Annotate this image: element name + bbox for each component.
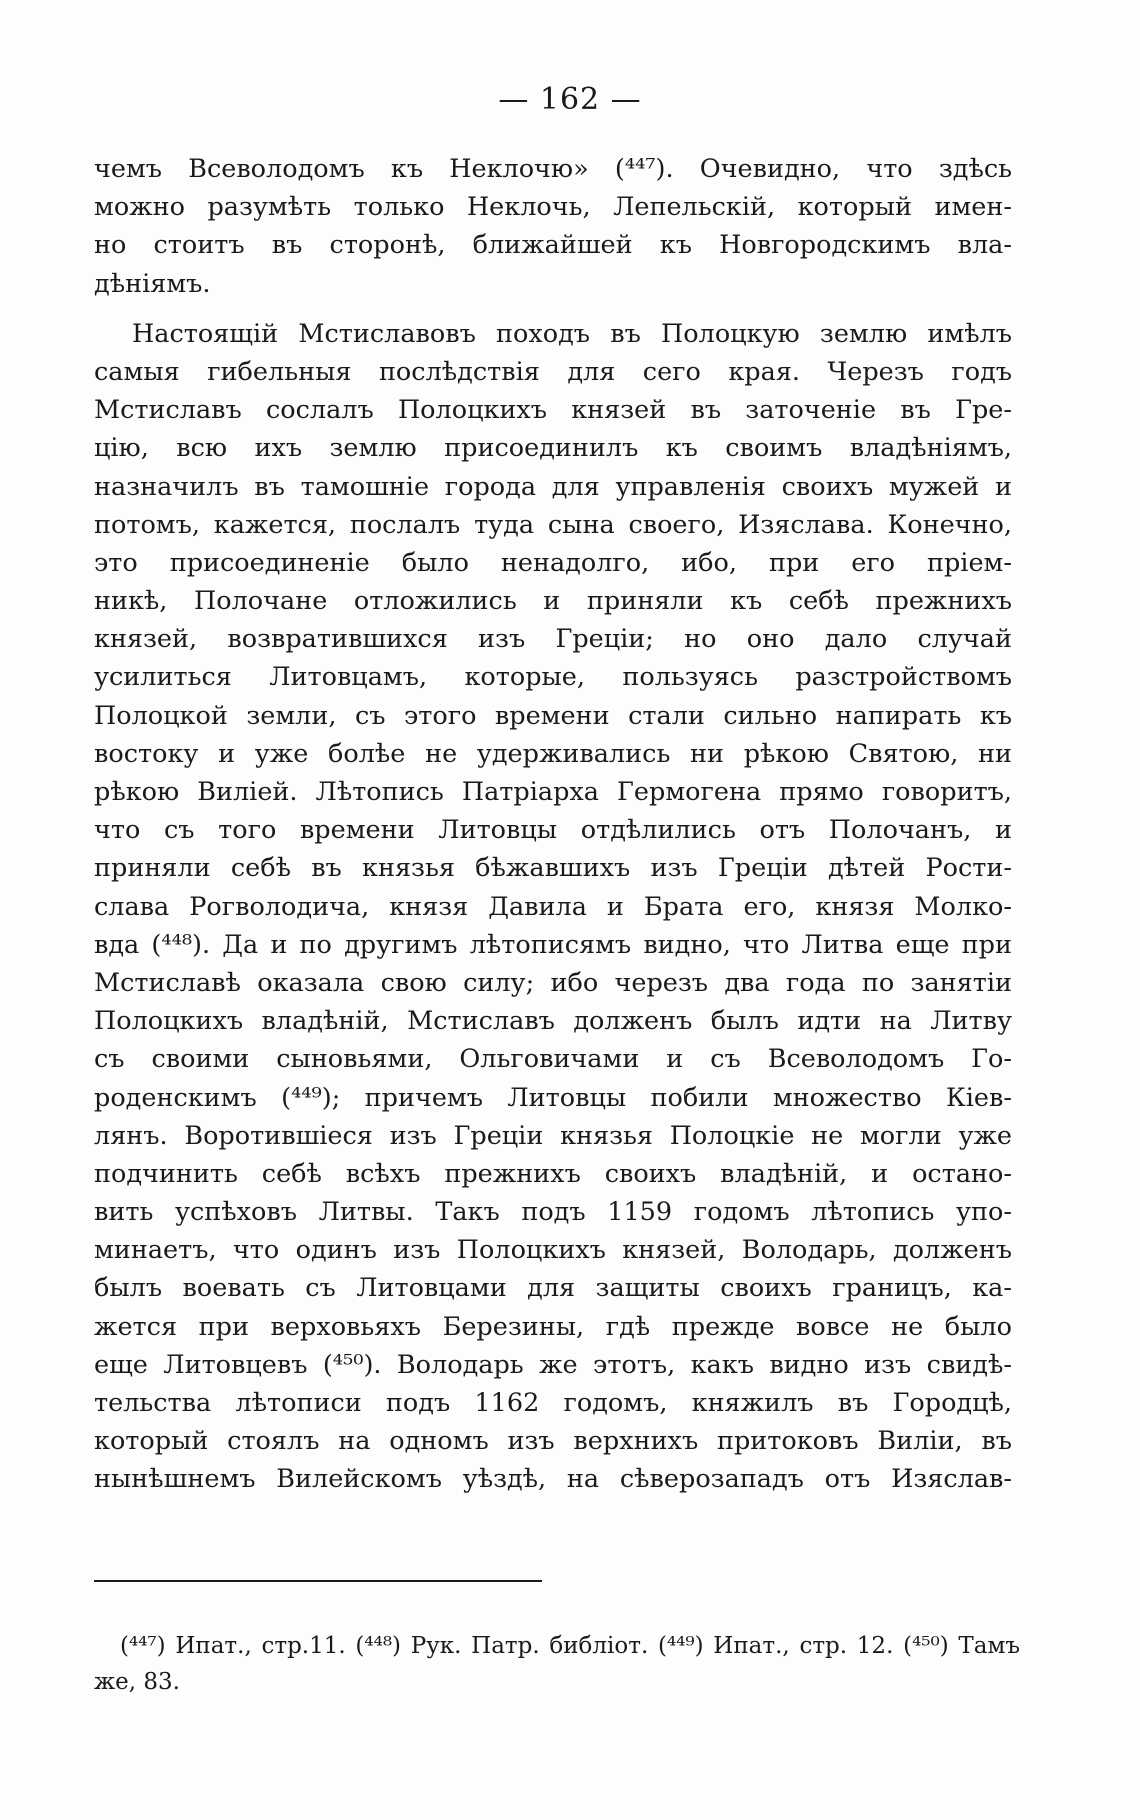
body-text bbox=[94, 150, 1012, 1499]
text-line: дѣніямъ. bbox=[94, 268, 211, 299]
text-line: это присоединеніе было ненадолго, ибо, при его пріем- bbox=[94, 547, 1012, 578]
footnote-line: (⁴⁴⁷) Ипат., стр.11. (⁴⁴⁸) Рук. Патр. библіот. (⁴⁴⁹) Ипат., стр. 12. (⁴⁵⁰) Тамъ bbox=[120, 1633, 1020, 1659]
text-line: минаетъ, что одинъ изъ Полоцкихъ князей, Володарь, долженъ bbox=[94, 1235, 1012, 1266]
footnotes bbox=[94, 1628, 1020, 1700]
text-line: Мстиславѣ оказала свою силу; ибо черезъ два года по занятіи bbox=[94, 967, 1012, 998]
text-line: Полоцкихъ владѣній, Мстиславъ долженъ былъ идти на Литву bbox=[94, 1006, 1012, 1037]
text-line: что съ того времени Литовцы отдѣлились отъ Полочанъ, и bbox=[94, 815, 1012, 846]
text-line: нынѣшнемъ Вилейскомъ уѣздѣ, на сѣверозападъ отъ Изяслав- bbox=[94, 1464, 1012, 1495]
text-line: никѣ, Полочане отложились и приняли къ себѣ прежнихъ bbox=[94, 586, 1012, 617]
text-line: цію, всю ихъ землю присоединилъ къ своимъ владѣніямъ, bbox=[94, 433, 1012, 464]
text-line: вда (⁴⁴⁸). Да и по другимъ лѣтописямъ видно, что Литва еще при bbox=[94, 929, 1012, 960]
page-number: — 162 — bbox=[498, 82, 642, 117]
text-line: подчинить себѣ всѣхъ прежнихъ своихъ владѣній, и остано- bbox=[94, 1158, 1012, 1189]
text-line: съ своими сыновьями, Ольговичами и съ Всеволодомъ Го- bbox=[94, 1044, 1012, 1075]
footnote-divider bbox=[94, 1580, 542, 1582]
text-line: самыя гибельныя послѣдствія для сего края. Черезъ годъ bbox=[94, 356, 1012, 387]
text-line: жется при верховьяхъ Березины, гдѣ прежде вовсе не было bbox=[94, 1311, 1012, 1342]
paragraph-2 bbox=[94, 315, 1012, 1499]
text-line: рѣкою Виліей. Лѣтопись Патріарха Гермогена прямо говоритъ, bbox=[94, 777, 1012, 807]
text-line: князей, возвратившихся изъ Греціи; но оно дало случай bbox=[94, 624, 1012, 655]
text-line: Мстиславъ сослалъ Полоцкихъ князей въ заточеніе въ Гре- bbox=[94, 395, 1012, 426]
text-line: потомъ, кажется, послалъ туда сына своего, Изяслава. Конечно, bbox=[94, 509, 1012, 540]
text-line: слава Рогволодича, князя Давила и Брата его, князя Молко- bbox=[94, 891, 1012, 922]
text-line: усилиться Литовцамъ, которые, пользуясь разстройствомъ bbox=[94, 662, 1012, 693]
text-line: Настоящій Мстиславовъ походъ въ Полоцкую землю имѣлъ bbox=[132, 318, 1012, 349]
text-line: чемъ Всеволодомъ къ Неклочю» (⁴⁴⁷). Очевидно, что здѣсь bbox=[94, 154, 1012, 184]
text-line: востоку и уже болѣе не удерживались ни рѣкою Святою, ни bbox=[94, 738, 1012, 769]
text-line: Полоцкой земли, съ этого времени стали сильно напирать къ bbox=[94, 700, 1012, 731]
text-line: тельства лѣтописи подъ 1162 годомъ, княжилъ въ Городцѣ, bbox=[94, 1388, 1012, 1418]
paragraph-gap bbox=[94, 303, 1012, 315]
text-line: роденскимъ (⁴⁴⁹); причемъ Литовцы побили множество Кіев- bbox=[94, 1082, 1012, 1113]
text-line: приняли себѣ въ князья бѣжавшихъ изъ Греціи дѣтей Рости- bbox=[94, 853, 1012, 884]
text-line: еще Литовцевъ (⁴⁵⁰). Володарь же этотъ, какъ видно изъ свидѣ- bbox=[94, 1349, 1012, 1380]
text-line: былъ воевать съ Литовцами для защиты своихъ границъ, ка- bbox=[94, 1273, 1012, 1304]
footnote-line: же, 83. bbox=[94, 1669, 180, 1695]
paragraph-1 bbox=[94, 150, 1012, 303]
text-line: вить успѣховъ Литвы. Такъ подъ 1159 годомъ лѣтопись упо- bbox=[94, 1197, 1012, 1228]
text-line: назначилъ въ тамошніе города для управленія своихъ мужей и bbox=[94, 471, 1012, 502]
text-line: который стоялъ на одномъ изъ верхнихъ притоковъ Виліи, въ bbox=[94, 1426, 1012, 1457]
text-line: лянъ. Воротившіеся изъ Греціи князья Полоцкіе не могли уже bbox=[94, 1120, 1012, 1151]
text-line: но стоитъ въ сторонѣ, ближайшей къ Новгородскимъ вла- bbox=[94, 230, 1012, 261]
text-line: можно разумѣть только Неклочь, Лепельскій, который имен- bbox=[94, 192, 1012, 223]
